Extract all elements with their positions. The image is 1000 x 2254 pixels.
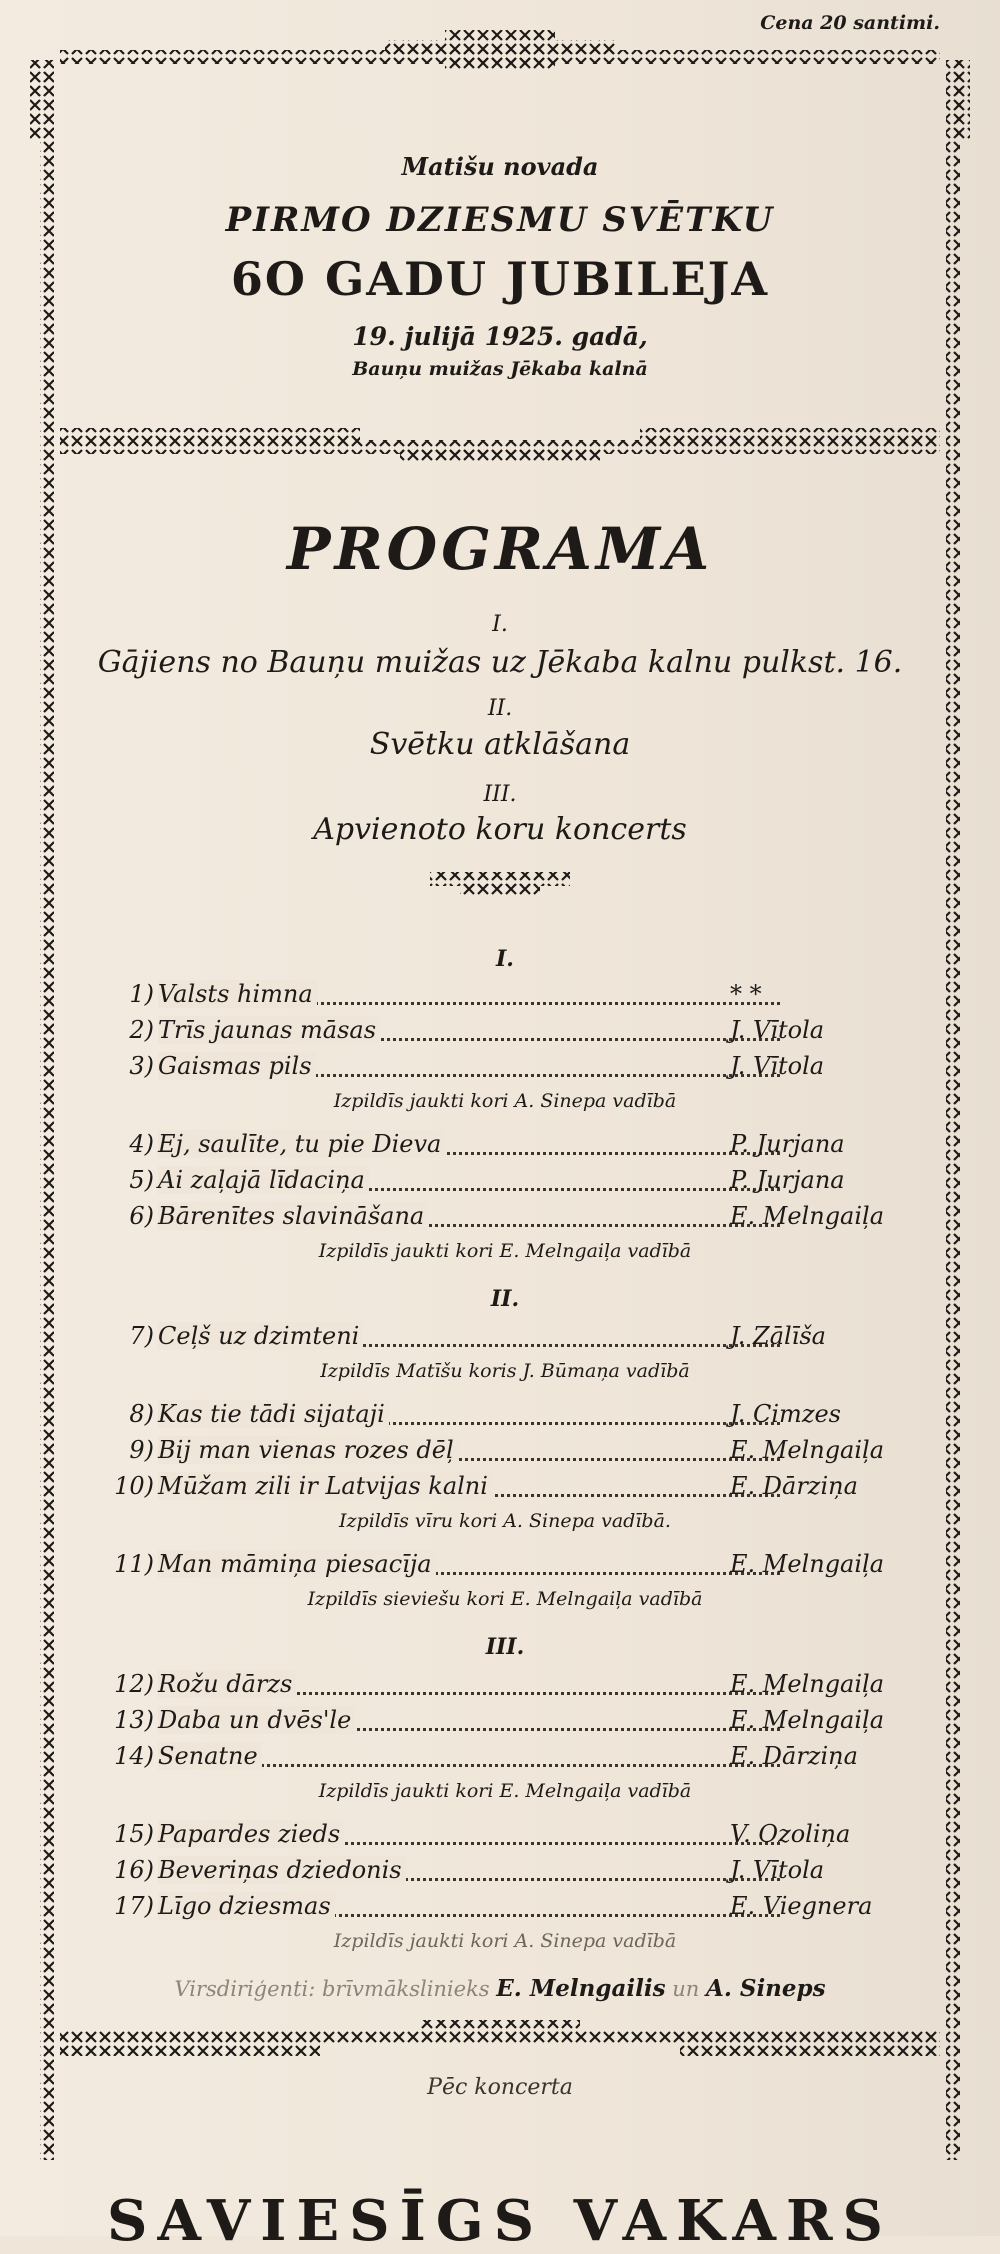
- item-title: Rožu dārzs: [158, 1670, 296, 1698]
- program-item: [110, 1706, 900, 1740]
- conductor-name: E. Melngailis: [496, 1975, 666, 2002]
- item-title: Bij man vienas rozes dēļ: [158, 1436, 458, 1464]
- festival-title: PIRMO DZIESMU SVĒTKU: [225, 200, 775, 240]
- conductors-prefix: Virsdiriģenti: brīvmākslinieks: [174, 1977, 490, 2001]
- item-title: Mūžam zili ir Latvijas kalni: [158, 1472, 492, 1500]
- performer-note: Izpildīs jaukti kori A. Sinepa vadībā: [333, 1930, 677, 1952]
- conductors-line: [0, 1975, 1000, 2002]
- item-composer: E. Melngaiļa: [730, 1436, 885, 1464]
- item-title: Papardes zieds: [158, 1820, 344, 1848]
- item-number: 8): [129, 1400, 154, 1428]
- program-item: [110, 1400, 900, 1434]
- program-item: [110, 1856, 900, 1890]
- section-text: Apvienoto koru koncerts: [313, 812, 687, 847]
- item-number: 1): [129, 980, 154, 1008]
- section-number: II.: [487, 696, 513, 721]
- after-concert-label: Pēc koncerta: [427, 2075, 573, 2100]
- item-composer: E. Melngaiļa: [730, 1550, 885, 1578]
- item-title: Ceļš uz dzimteni: [158, 1322, 363, 1350]
- item-title: Ai zaļajā līdaciņa: [158, 1166, 369, 1194]
- item-number: 16): [114, 1856, 154, 1884]
- item-composer: J. Zālīša: [730, 1322, 826, 1350]
- item-title: Beveriņas dziedonis: [158, 1856, 406, 1884]
- item-composer: J. Cimzes: [730, 1400, 841, 1428]
- item-title: Daba un dvēs'le: [158, 1706, 355, 1734]
- section-text: Svētku atklāšana: [369, 727, 631, 762]
- item-composer: J. Vītola: [730, 1856, 825, 1884]
- item-composer: J. Vītola: [730, 1052, 825, 1080]
- item-number: 17): [114, 1892, 154, 1920]
- program-item: [110, 1130, 900, 1164]
- item-number: 5): [129, 1166, 154, 1194]
- program-item: [110, 1550, 900, 1584]
- item-number: 9): [129, 1436, 154, 1464]
- program-item: [110, 980, 900, 1014]
- evening-title: SAVIESĪGS VAKARS: [107, 2188, 893, 2254]
- item-number: 4): [129, 1130, 154, 1158]
- item-number: 6): [129, 1202, 154, 1230]
- program-title: PROGRAMA: [286, 515, 714, 583]
- item-title: Senatne: [158, 1742, 262, 1770]
- program-item: [110, 1892, 900, 1926]
- item-title: Trīs jaunas māsas: [158, 1016, 380, 1044]
- concert-part-heading: I.: [496, 946, 514, 972]
- program-item: [110, 1166, 900, 1200]
- performer-note: Izpildīs jaukti kori E. Melngaiļa vadībā: [318, 1240, 692, 1262]
- section-number: III.: [483, 782, 517, 807]
- item-composer: P. Jurjana: [730, 1166, 845, 1194]
- event-date: 19. julijā 1925. gadā,: [352, 322, 648, 351]
- performer-note: Izpildīs vīru kori A. Sinepa vadībā.: [339, 1510, 671, 1532]
- event-place: Bauņu muižas Jēkaba kalnā: [352, 358, 648, 380]
- item-number: 2): [129, 1016, 154, 1044]
- item-composer: E. Melngaiļa: [730, 1670, 885, 1698]
- program-item: [110, 1820, 900, 1854]
- item-title: Kas tie tādi sijataji: [158, 1400, 389, 1428]
- item-number: 14): [114, 1742, 154, 1770]
- program-item: [110, 1472, 900, 1506]
- item-title: Bārenītes slavināšana: [158, 1202, 428, 1230]
- item-composer: P. Jurjana: [730, 1130, 845, 1158]
- performer-note: Izpildīs jaukti kori E. Melngaiļa vadībā: [318, 1780, 692, 1802]
- item-composer: J. Vītola: [730, 1016, 825, 1044]
- item-number: 12): [114, 1670, 154, 1698]
- item-number: 3): [129, 1052, 154, 1080]
- item-number: 11): [114, 1550, 154, 1578]
- section-text: Gājiens no Bauņu muižas uz Jēkaba kalnu pulkst. 16.: [97, 645, 903, 680]
- item-title: Ej, saulīte, tu pie Dieva: [158, 1130, 445, 1158]
- performer-note: Izpildīs sieviešu kori E. Melngaiļa vadībā: [307, 1588, 703, 1610]
- item-number: 7): [129, 1322, 154, 1350]
- conductors-conjunction: un: [672, 1977, 700, 2001]
- program-item: [110, 1202, 900, 1236]
- item-composer: E. Melngaiļa: [730, 1706, 885, 1734]
- price-label: Cena 20 santimi.: [760, 12, 940, 34]
- performer-note: Izpildīs jaukti kori A. Sinepa vadībā: [333, 1090, 677, 1112]
- item-composer: E. Dārziņa: [730, 1742, 858, 1770]
- concert-part-heading: II.: [490, 1286, 520, 1312]
- item-title: Valsts himna: [158, 980, 317, 1008]
- item-composer: E. Melngaiļa: [730, 1202, 885, 1230]
- item-composer: E. Viegnera: [730, 1892, 873, 1920]
- item-title: Līgo dziesmas: [158, 1892, 335, 1920]
- performer-note: Izpildīs Matīšu koris J. Būmaņa vadībā: [320, 1360, 690, 1382]
- program-item: [110, 1052, 900, 1086]
- conductor-name: A. Sineps: [705, 1975, 826, 2002]
- item-composer: V. Ozoliņa: [730, 1820, 851, 1848]
- region-label: Matišu novada: [401, 152, 599, 181]
- section-number: I.: [492, 612, 508, 637]
- item-number: 10): [114, 1472, 154, 1500]
- program-item: [110, 1436, 900, 1470]
- item-number: 15): [114, 1820, 154, 1848]
- item-composer: * *: [730, 980, 762, 1008]
- item-title: Gaismas pils: [158, 1052, 316, 1080]
- program-item: [110, 1016, 900, 1050]
- item-number: 13): [114, 1706, 154, 1734]
- item-composer: E. Dārziņa: [730, 1472, 858, 1500]
- jubilee-title: 6O GADU JUBILEJA: [230, 252, 770, 306]
- item-title: Man māmiņa piesacīja: [158, 1550, 436, 1578]
- concert-part-heading: III.: [485, 1634, 525, 1660]
- program-item: [110, 1742, 900, 1776]
- program-item: [110, 1670, 900, 1704]
- program-item: [110, 1322, 900, 1356]
